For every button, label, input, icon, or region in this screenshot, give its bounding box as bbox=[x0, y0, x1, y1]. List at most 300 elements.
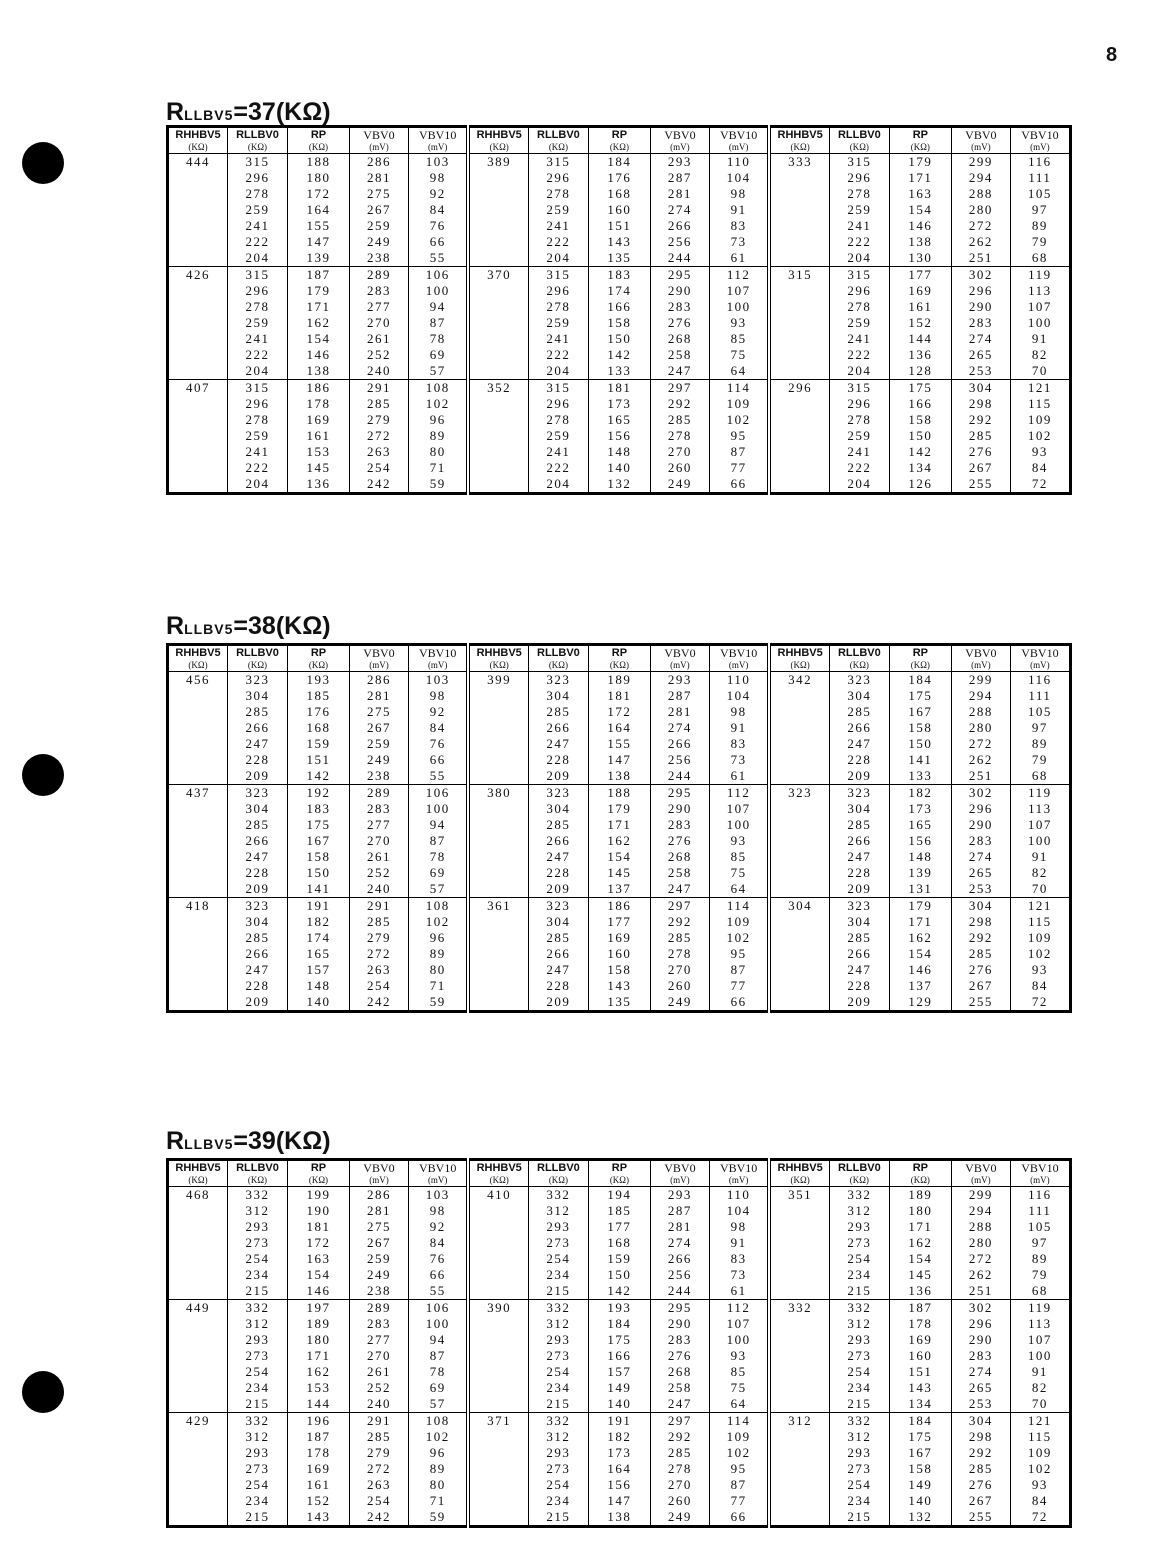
title-value: =39(KΩ) bbox=[233, 1127, 331, 1155]
table-cell: 297 bbox=[650, 1413, 709, 1430]
table-cell: 253 bbox=[951, 881, 1010, 898]
table-cell: 189 bbox=[287, 1316, 349, 1332]
table-cell: 273 bbox=[829, 1461, 889, 1477]
table-cell: 312 bbox=[528, 1429, 588, 1445]
table-cell: 255 bbox=[951, 476, 1010, 494]
table-cell: 71 bbox=[408, 1493, 468, 1509]
rhhbv5-cell: 361 bbox=[468, 898, 528, 915]
table-cell: 304 bbox=[951, 380, 1010, 397]
table-cell: 290 bbox=[650, 1316, 709, 1332]
table-cell: 136 bbox=[889, 1283, 951, 1300]
rhhbv5-cell bbox=[468, 914, 528, 930]
table-row bbox=[168, 881, 1071, 898]
column-header bbox=[168, 645, 228, 672]
table-cell: 293 bbox=[650, 1187, 709, 1204]
table-cell: 249 bbox=[650, 476, 709, 494]
table-cell: 267 bbox=[951, 460, 1010, 476]
column-header-unit: (mV) bbox=[1030, 142, 1050, 152]
table-cell: 145 bbox=[889, 1267, 951, 1283]
table-cell: 296 bbox=[951, 283, 1010, 299]
table-cell: 280 bbox=[951, 720, 1010, 736]
table-cell: 276 bbox=[951, 444, 1010, 460]
table-cell: 256 bbox=[650, 752, 709, 768]
table-cell: 234 bbox=[829, 1380, 889, 1396]
table-cell: 174 bbox=[588, 283, 650, 299]
column-header-unit: (KΩ) bbox=[548, 142, 568, 152]
table-cell: 59 bbox=[408, 476, 468, 494]
table-cell: 77 bbox=[709, 978, 769, 994]
column-header-unit: (KΩ) bbox=[489, 1175, 509, 1185]
table-cell: 241 bbox=[528, 444, 588, 460]
table-cell: 93 bbox=[709, 833, 769, 849]
table-cell: 109 bbox=[1010, 1445, 1070, 1461]
table-cell: 315 bbox=[227, 380, 287, 397]
table-cell: 247 bbox=[528, 736, 588, 752]
rhhbv5-cell bbox=[168, 688, 228, 704]
table-cell: 135 bbox=[588, 250, 650, 267]
table-cell: 177 bbox=[588, 1219, 650, 1235]
table-cell: 258 bbox=[650, 865, 709, 881]
rhhbv5-cell: 426 bbox=[168, 267, 228, 284]
table-cell: 190 bbox=[287, 1203, 349, 1219]
table-cell: 140 bbox=[889, 1493, 951, 1509]
title-subscript: LLBV5 bbox=[184, 1136, 234, 1152]
table-cell: 185 bbox=[287, 688, 349, 704]
column-header bbox=[951, 645, 1010, 672]
table-cell: 194 bbox=[588, 1187, 650, 1204]
table-cell: 266 bbox=[829, 720, 889, 736]
table-cell: 294 bbox=[951, 170, 1010, 186]
table-cell: 302 bbox=[951, 267, 1010, 284]
rhhbv5-cell bbox=[769, 1332, 829, 1348]
table-cell: 183 bbox=[287, 801, 349, 817]
table-cell: 312 bbox=[528, 1203, 588, 1219]
table-cell: 89 bbox=[1010, 736, 1070, 752]
table-cell: 242 bbox=[349, 994, 408, 1012]
column-header bbox=[468, 127, 528, 154]
table-cell: 259 bbox=[349, 736, 408, 752]
table-cell: 171 bbox=[287, 299, 349, 315]
rhhbv5-cell bbox=[468, 1348, 528, 1364]
rhhbv5-cell bbox=[168, 1203, 228, 1219]
table-cell: 96 bbox=[408, 1445, 468, 1461]
table-cell: 167 bbox=[889, 704, 951, 720]
table-cell: 312 bbox=[227, 1429, 287, 1445]
rhhbv5-cell bbox=[468, 428, 528, 444]
table-cell: 234 bbox=[227, 1380, 287, 1396]
table-cell: 299 bbox=[951, 154, 1010, 171]
table-cell: 165 bbox=[287, 946, 349, 962]
table-cell: 85 bbox=[709, 849, 769, 865]
table-cell: 94 bbox=[408, 1332, 468, 1348]
table-cell: 332 bbox=[227, 1413, 287, 1430]
column-header-label: RHHBV5 bbox=[777, 129, 823, 141]
section-title bbox=[166, 98, 331, 128]
table-cell: 276 bbox=[951, 962, 1010, 978]
column-header-label: VBV0 bbox=[664, 1161, 696, 1175]
table-cell: 293 bbox=[829, 1332, 889, 1348]
rhhbv5-cell bbox=[168, 363, 228, 380]
table-cell: 100 bbox=[1010, 315, 1070, 331]
column-header bbox=[650, 645, 709, 672]
table-cell: 234 bbox=[829, 1267, 889, 1283]
table-cell: 103 bbox=[408, 154, 468, 171]
rhhbv5-cell bbox=[468, 849, 528, 865]
table-cell: 266 bbox=[650, 1251, 709, 1267]
table-row bbox=[168, 994, 1071, 1012]
table-cell: 109 bbox=[709, 914, 769, 930]
table-cell: 238 bbox=[349, 250, 408, 267]
table-cell: 164 bbox=[588, 720, 650, 736]
table-row bbox=[168, 267, 1071, 284]
rhhbv5-cell bbox=[769, 849, 829, 865]
table-cell: 215 bbox=[829, 1396, 889, 1413]
table-cell: 93 bbox=[709, 315, 769, 331]
table-cell: 138 bbox=[287, 363, 349, 380]
table-cell: 84 bbox=[1010, 460, 1070, 476]
table-cell: 323 bbox=[528, 785, 588, 802]
rhhbv5-cell bbox=[769, 283, 829, 299]
table-cell: 186 bbox=[588, 898, 650, 915]
table-cell: 291 bbox=[349, 898, 408, 915]
rhhbv5-cell bbox=[769, 1396, 829, 1413]
table-cell: 69 bbox=[408, 1380, 468, 1396]
table-cell: 142 bbox=[889, 444, 951, 460]
table-cell: 272 bbox=[951, 218, 1010, 234]
rhhbv5-cell bbox=[769, 396, 829, 412]
table-cell: 95 bbox=[709, 946, 769, 962]
table-cell: 268 bbox=[650, 331, 709, 347]
table-cell: 91 bbox=[1010, 849, 1070, 865]
table-cell: 222 bbox=[528, 234, 588, 250]
table-cell: 61 bbox=[709, 768, 769, 785]
table-cell: 270 bbox=[349, 315, 408, 331]
rhhbv5-cell bbox=[468, 250, 528, 267]
table-cell: 293 bbox=[528, 1445, 588, 1461]
table-cell: 157 bbox=[287, 962, 349, 978]
table-cell: 274 bbox=[951, 849, 1010, 865]
table-cell: 258 bbox=[650, 1380, 709, 1396]
table-cell: 187 bbox=[287, 1429, 349, 1445]
table-cell: 100 bbox=[709, 817, 769, 833]
table-cell: 278 bbox=[227, 299, 287, 315]
table-cell: 166 bbox=[588, 299, 650, 315]
rhhbv5-cell bbox=[468, 234, 528, 250]
rhhbv5-cell bbox=[168, 849, 228, 865]
table-cell: 294 bbox=[951, 688, 1010, 704]
rhhbv5-cell bbox=[168, 962, 228, 978]
column-header-label: VBV0 bbox=[363, 128, 395, 142]
table-cell: 315 bbox=[829, 267, 889, 284]
table-cell: 109 bbox=[709, 396, 769, 412]
table-cell: 116 bbox=[1010, 1187, 1070, 1204]
table-cell: 315 bbox=[227, 154, 287, 171]
table-row bbox=[168, 380, 1071, 397]
table-cell: 297 bbox=[650, 898, 709, 915]
table-cell: 268 bbox=[650, 1364, 709, 1380]
table-cell: 288 bbox=[951, 1219, 1010, 1235]
column-header-label: RLLBV0 bbox=[537, 129, 580, 141]
table-cell: 332 bbox=[528, 1300, 588, 1317]
table-cell: 175 bbox=[889, 688, 951, 704]
table-cell: 108 bbox=[408, 898, 468, 915]
table-cell: 114 bbox=[709, 1413, 769, 1430]
table-cell: 66 bbox=[408, 234, 468, 250]
table-cell: 254 bbox=[349, 460, 408, 476]
table-cell: 289 bbox=[349, 267, 408, 284]
table-cell: 279 bbox=[349, 412, 408, 428]
table-cell: 93 bbox=[709, 1348, 769, 1364]
section-title bbox=[166, 612, 331, 642]
table-cell: 323 bbox=[829, 785, 889, 802]
table-cell: 278 bbox=[829, 299, 889, 315]
table-cell: 73 bbox=[709, 234, 769, 250]
table-cell: 104 bbox=[709, 688, 769, 704]
table-cell: 137 bbox=[588, 881, 650, 898]
column-header-unit: (KΩ) bbox=[247, 1175, 268, 1185]
column-header-label: RLLBV0 bbox=[837, 129, 881, 141]
rhhbv5-cell bbox=[769, 1203, 829, 1219]
table-cell: 72 bbox=[1010, 1509, 1070, 1527]
table-cell: 315 bbox=[528, 267, 588, 284]
rhhbv5-cell bbox=[168, 817, 228, 833]
table-cell: 287 bbox=[650, 170, 709, 186]
table-cell: 254 bbox=[528, 1477, 588, 1493]
table-cell: 146 bbox=[287, 1283, 349, 1300]
table-cell: 55 bbox=[408, 768, 468, 785]
table-row bbox=[168, 946, 1071, 962]
rhhbv5-cell: 371 bbox=[468, 1413, 528, 1430]
table-cell: 251 bbox=[951, 1283, 1010, 1300]
rhhbv5-cell bbox=[468, 1283, 528, 1300]
table-row bbox=[168, 1300, 1071, 1317]
table-cell: 247 bbox=[650, 1396, 709, 1413]
table-cell: 298 bbox=[951, 914, 1010, 930]
column-header-unit: (mV) bbox=[369, 142, 389, 152]
table-cell: 111 bbox=[1010, 170, 1070, 186]
column-header-label: VBV10 bbox=[1021, 1161, 1059, 1175]
table-cell: 222 bbox=[829, 347, 889, 363]
table-cell: 259 bbox=[528, 428, 588, 444]
table-cell: 179 bbox=[889, 154, 951, 171]
table-cell: 109 bbox=[709, 1429, 769, 1445]
data-table bbox=[166, 643, 1072, 1013]
rhhbv5-cell: 390 bbox=[468, 1300, 528, 1317]
table-cell: 105 bbox=[1010, 1219, 1070, 1235]
table-cell: 140 bbox=[287, 994, 349, 1012]
column-header-unit: (KΩ) bbox=[548, 1175, 568, 1185]
data-table bbox=[166, 1158, 1072, 1528]
table-cell: 79 bbox=[1010, 234, 1070, 250]
table-cell: 126 bbox=[889, 476, 951, 494]
table-cell: 187 bbox=[287, 267, 349, 284]
table-row bbox=[168, 1461, 1071, 1477]
table-cell: 121 bbox=[1010, 898, 1070, 915]
table-cell: 183 bbox=[588, 267, 650, 284]
table-row bbox=[168, 752, 1071, 768]
table-cell: 100 bbox=[1010, 1348, 1070, 1364]
table-cell: 80 bbox=[408, 1477, 468, 1493]
table-cell: 266 bbox=[528, 946, 588, 962]
table-row bbox=[168, 1267, 1071, 1283]
table-cell: 148 bbox=[588, 444, 650, 460]
table-row bbox=[168, 1332, 1071, 1348]
table-cell: 272 bbox=[349, 946, 408, 962]
table-cell: 79 bbox=[1010, 1267, 1070, 1283]
table-cell: 252 bbox=[349, 1380, 408, 1396]
table-cell: 116 bbox=[1010, 154, 1070, 171]
table-cell: 84 bbox=[408, 202, 468, 218]
table-cell: 144 bbox=[889, 331, 951, 347]
binder-hole-1 bbox=[22, 142, 64, 184]
table-cell: 241 bbox=[528, 218, 588, 234]
rhhbv5-cell bbox=[168, 412, 228, 428]
rhhbv5-cell bbox=[769, 412, 829, 428]
table-cell: 162 bbox=[287, 315, 349, 331]
table-cell: 298 bbox=[951, 396, 1010, 412]
table-row bbox=[168, 154, 1071, 171]
column-header bbox=[769, 127, 829, 154]
table-cell: 87 bbox=[709, 444, 769, 460]
rhhbv5-cell bbox=[468, 688, 528, 704]
table-cell: 157 bbox=[588, 1364, 650, 1380]
table-cell: 254 bbox=[528, 1364, 588, 1380]
table-cell: 286 bbox=[349, 154, 408, 171]
table-cell: 66 bbox=[709, 476, 769, 494]
table-cell: 92 bbox=[408, 1219, 468, 1235]
rhhbv5-cell bbox=[468, 186, 528, 202]
table-cell: 315 bbox=[829, 154, 889, 171]
table-cell: 204 bbox=[227, 476, 287, 494]
table-cell: 209 bbox=[829, 768, 889, 785]
table-cell: 178 bbox=[889, 1316, 951, 1332]
table-cell: 241 bbox=[227, 444, 287, 460]
table-cell: 150 bbox=[588, 331, 650, 347]
table-cell: 94 bbox=[408, 817, 468, 833]
rhhbv5-cell: 315 bbox=[769, 267, 829, 284]
rhhbv5-cell: 332 bbox=[769, 1300, 829, 1317]
table-cell: 332 bbox=[227, 1187, 287, 1204]
table-cell: 95 bbox=[709, 1461, 769, 1477]
table-cell: 134 bbox=[889, 460, 951, 476]
table-cell: 292 bbox=[650, 1429, 709, 1445]
table-cell: 273 bbox=[528, 1461, 588, 1477]
table-cell: 332 bbox=[528, 1187, 588, 1204]
column-header-label: RP bbox=[611, 1162, 628, 1174]
column-header-label: VBV10 bbox=[1021, 646, 1059, 660]
table-cell: 228 bbox=[227, 752, 287, 768]
table-row bbox=[168, 898, 1071, 915]
table-cell: 296 bbox=[829, 283, 889, 299]
column-header-unit: (KΩ) bbox=[790, 142, 810, 152]
column-header-label: VBV0 bbox=[965, 1161, 997, 1175]
table-cell: 154 bbox=[889, 202, 951, 218]
rhhbv5-cell bbox=[168, 250, 228, 267]
column-header-label: RHHBV5 bbox=[476, 647, 522, 659]
column-header bbox=[408, 1160, 468, 1187]
table-cell: 293 bbox=[829, 1219, 889, 1235]
column-header-unit: (KΩ) bbox=[790, 660, 810, 670]
table-cell: 136 bbox=[889, 347, 951, 363]
column-header-label: RLLBV0 bbox=[537, 1162, 580, 1174]
table-cell: 68 bbox=[1010, 1283, 1070, 1300]
table-cell: 179 bbox=[588, 801, 650, 817]
table-cell: 61 bbox=[709, 1283, 769, 1300]
table-cell: 171 bbox=[889, 1219, 951, 1235]
table-cell: 293 bbox=[227, 1332, 287, 1348]
table-cell: 247 bbox=[650, 881, 709, 898]
table-cell: 160 bbox=[588, 946, 650, 962]
table-cell: 228 bbox=[528, 978, 588, 994]
table-cell: 292 bbox=[951, 1445, 1010, 1461]
table-cell: 98 bbox=[709, 704, 769, 720]
table-cell: 254 bbox=[349, 978, 408, 994]
rhhbv5-cell bbox=[468, 1461, 528, 1477]
table-cell: 168 bbox=[588, 1235, 650, 1251]
rhhbv5-cell: 351 bbox=[769, 1187, 829, 1204]
table-cell: 256 bbox=[650, 1267, 709, 1283]
table-cell: 70 bbox=[1010, 881, 1070, 898]
table-cell: 83 bbox=[709, 218, 769, 234]
table-row bbox=[168, 1283, 1071, 1300]
table-cell: 296 bbox=[227, 170, 287, 186]
table-cell: 285 bbox=[349, 396, 408, 412]
table-cell: 204 bbox=[528, 476, 588, 494]
table-cell: 102 bbox=[1010, 1461, 1070, 1477]
table-cell: 159 bbox=[588, 1251, 650, 1267]
table-cell: 209 bbox=[227, 768, 287, 785]
table-cell: 293 bbox=[650, 672, 709, 689]
column-header bbox=[287, 127, 349, 154]
rhhbv5-cell bbox=[168, 1348, 228, 1364]
column-header bbox=[650, 127, 709, 154]
table-cell: 274 bbox=[951, 1364, 1010, 1380]
table-cell: 244 bbox=[650, 768, 709, 785]
column-header bbox=[709, 1160, 769, 1187]
column-header-unit: (KΩ) bbox=[247, 660, 268, 670]
table-cell: 152 bbox=[889, 315, 951, 331]
title-value: =38(KΩ) bbox=[233, 612, 331, 640]
table-cell: 288 bbox=[951, 186, 1010, 202]
table-cell: 270 bbox=[349, 833, 408, 849]
table-cell: 115 bbox=[1010, 914, 1070, 930]
table-cell: 87 bbox=[709, 1477, 769, 1493]
table-cell: 57 bbox=[408, 1396, 468, 1413]
table-cell: 78 bbox=[408, 1364, 468, 1380]
table-cell: 100 bbox=[709, 299, 769, 315]
table-cell: 64 bbox=[709, 363, 769, 380]
rhhbv5-cell bbox=[769, 1477, 829, 1493]
table-row bbox=[168, 704, 1071, 720]
table-cell: 91 bbox=[709, 720, 769, 736]
table-cell: 304 bbox=[227, 688, 287, 704]
table-cell: 138 bbox=[588, 768, 650, 785]
rhhbv5-cell: 370 bbox=[468, 267, 528, 284]
rhhbv5-cell bbox=[769, 1493, 829, 1509]
table-row bbox=[168, 186, 1071, 202]
rhhbv5-cell bbox=[168, 881, 228, 898]
table-cell: 95 bbox=[709, 428, 769, 444]
table-cell: 69 bbox=[408, 347, 468, 363]
table-cell: 323 bbox=[227, 672, 287, 689]
rhhbv5-cell bbox=[769, 688, 829, 704]
table-cell: 215 bbox=[227, 1509, 287, 1527]
table-cell: 292 bbox=[650, 914, 709, 930]
table-cell: 254 bbox=[349, 1493, 408, 1509]
table-cell: 162 bbox=[588, 833, 650, 849]
table-cell: 292 bbox=[650, 396, 709, 412]
column-header-unit: (KΩ) bbox=[609, 1175, 629, 1185]
